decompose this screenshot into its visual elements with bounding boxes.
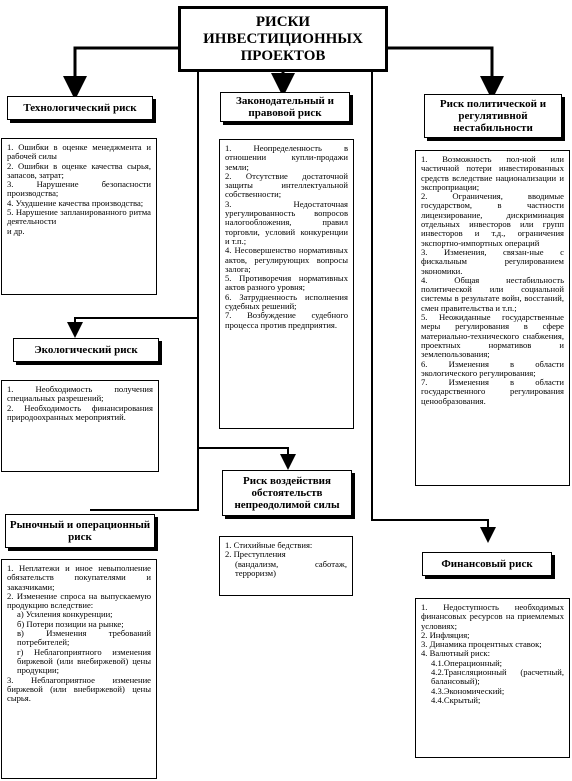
political-risk-list [415,150,570,486]
main-title: РИСКИ ИНВЕСТИЦИОННЫХ ПРОЕКТОВ [178,6,388,72]
market-risk-list [1,559,157,779]
legal-risk-title: Законодательный и правовой риск [220,92,350,122]
list-item: 1. Неплатежи и иное невыполнение обязательств покупателями и заказчиками; [7,563,151,592]
list-item: 1. Стихийные бедствия: [225,540,313,550]
legal-risk-list [219,139,354,429]
list-item: 1. Возможность пол-ной или частичной потери инвестированных средств вследствие национализации и экспроприации; [421,154,564,192]
eco-risk-list [1,380,159,472]
list-item: 4.3.Экономический; [431,685,505,696]
force-risk-list [219,536,353,596]
tech-risk-list [1,138,157,295]
list-item: г) Неблагоприятного изменения биржевой (или внебиржевой) цены продукции; [17,646,151,676]
list-item: 2. Преступления [225,549,286,560]
list-item: 4. Валютный риск: [421,648,490,659]
list-item: б) Потери позиции на рынке; [17,618,124,629]
list-item: 7. Возбуждение судебного процесса против предприятия. [225,310,348,330]
tech-risk-title: Технологический риск [7,96,153,120]
list-item: 6. Затрудненность исполнения судебных решений; [225,291,348,312]
list-item: (вандализм, саботаж, терроризм) [235,558,347,578]
list-item: 3. Динамика процентных ставок; [421,639,542,650]
list-item: 4. Несовершенство нормативных актов, регулирующих вопросы залога; [225,245,348,274]
list-item: 4.4.Скрытый; [431,694,481,705]
political-risk-title: Риск политической и регулятивной нестабильности [424,94,562,138]
list-item: 2. Необходимость финансирования природоохранных мероприятий. [7,402,153,422]
force-risk-title: Риск воздействия обстоятельств непреодолимой силы [222,470,352,516]
arrow-to-eco [75,318,198,330]
list-item: 2. Ограничения, вводимые государством, в частности лицензирование, дискриминация отдельных инвесторов или групп инвесторов и т.д., ограничения экспортно-импортных операций [421,191,564,248]
list-item: 2. Отсутствие достаточной защиты интеллектуальной собственности; [225,170,348,200]
finance-risk-list [415,598,570,758]
list-item: 1. Необходимость получения специальных разрешений; [7,384,153,404]
finance-risk-title: Финансовый риск [422,552,552,576]
list-item: 3. Неблагоприятное изменение биржевой (или внебиржевой) цены сырья. [7,674,151,704]
list-item: 4. Ухудшение качества производства; [7,197,144,208]
list-item: 5. Нарушение запланированного ритма деятельности [7,207,151,227]
list-item: 1. Неопределенность в отношении купли-продажи земли; [225,143,348,172]
list-item: 5. Неожиданные государственные меры регулирования в сфере материально-технического снабжения, проектных нормативов и землепользования; [421,312,564,360]
list-item: 3. Изменения, связан-ные с фискальным регулированием экономики. [421,246,564,276]
list-item: 2. Инфляция; [421,629,470,640]
list-item: а) Усиления конкуренции; [17,609,113,620]
list-item: 2. Ошибки в оценке качества сырья, запасов, затрат; [7,160,151,180]
market-risk-title: Рыночный и операционный риск [5,514,155,548]
list-item: 6. Изменения в области экологического регулирования; [421,358,564,378]
list-item: 3. Недостаточная урегулированность вопросов налогообложения, правил торговли, условий конкуренции и т.п.; [225,198,348,246]
list-item: 3. Нарушение безопасности производства; [7,179,151,199]
list-item: 2. Изменение спроса на выпускаемую продукцию вследствие: [7,590,151,611]
arrow-to-force [198,448,288,462]
arrow-to-political [388,48,492,88]
list-item: 7. Изменения в области государственного регулирования ценообразования. [421,377,564,406]
list-item: 1. Ошибки в оценке менеджмента и рабочей силы [7,142,151,162]
list-item: 5. Противоречия нормативных актов разного уровня; [225,273,348,293]
list-item: в) Изменения требований потребителей; [17,628,151,648]
list-item: 1. Недоступность необходимых финансовых ресурсов на приемлемых условиях; [421,602,564,631]
eco-risk-title: Экологический риск [13,338,159,362]
list-item: и др. [7,225,25,236]
list-item: 4.2.Трансляционный (расчетный, балансовый); [431,667,564,687]
list-item: 4. Общая нестабильность политической или социальной системы в результате войн, восстаний, смен правительства и т.п.; [421,274,564,313]
arrow-to-tech [75,48,178,88]
list-item: 4.1.Операционный; [431,657,503,668]
